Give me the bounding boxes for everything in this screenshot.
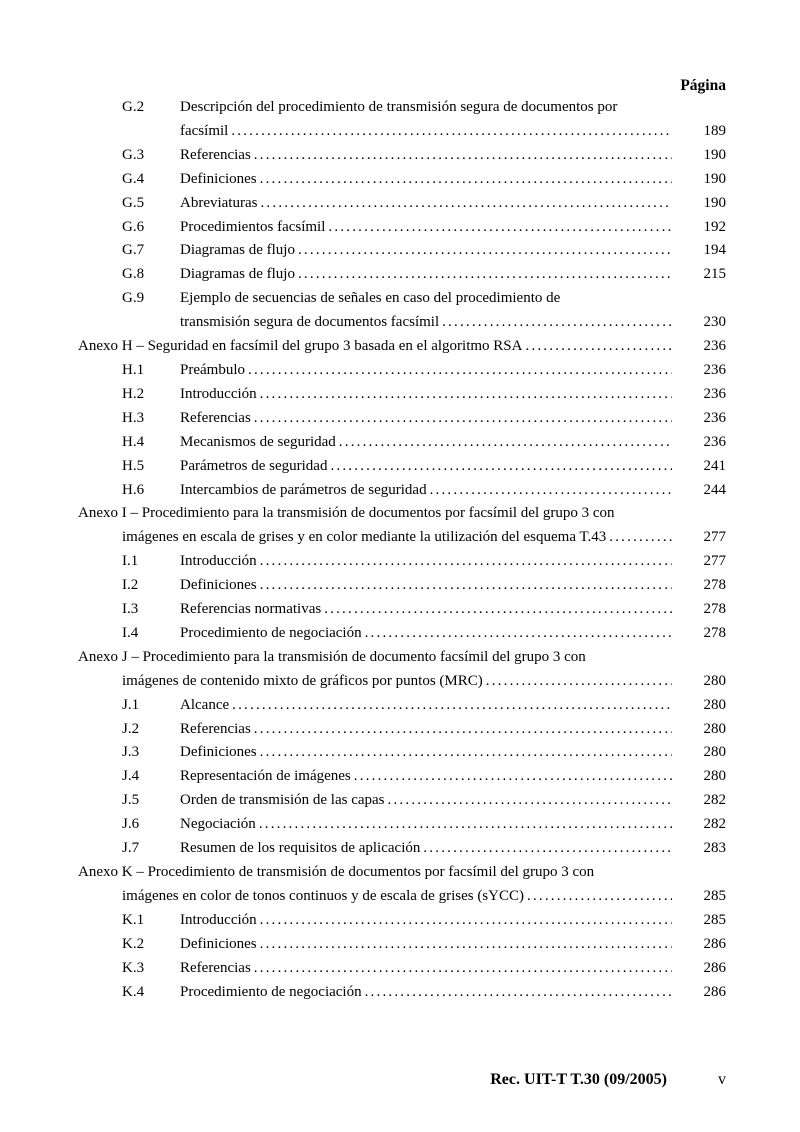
toc-entry-title: Representación de imágenes bbox=[180, 768, 351, 785]
document-reference: Rec. UIT-T T.30 (09/2005) bbox=[490, 1071, 667, 1088]
dot-leader bbox=[229, 697, 672, 713]
toc-sub-entry bbox=[78, 431, 726, 455]
toc-entry-title-line bbox=[78, 335, 672, 359]
toc-entry-title-line bbox=[180, 574, 672, 598]
toc-entry-title-line bbox=[180, 96, 672, 120]
toc-sub-entry bbox=[78, 957, 726, 981]
toc-entry-page: 215 bbox=[703, 266, 726, 283]
dot-leader bbox=[351, 768, 672, 784]
toc-entry-title-line bbox=[180, 455, 672, 479]
toc-entry-title: Negociación bbox=[180, 816, 256, 833]
toc-entry-title-line bbox=[180, 359, 672, 383]
toc-entry-title-line bbox=[180, 383, 672, 407]
toc-sub-entry bbox=[78, 574, 726, 598]
toc-entry-title-line bbox=[78, 526, 672, 550]
toc-entry-title: Resumen de los requisitos de aplicación bbox=[180, 840, 421, 857]
toc-entry-title: Referencias bbox=[180, 720, 251, 737]
dot-leader bbox=[295, 242, 672, 258]
toc-entry-number: J.1 bbox=[122, 696, 140, 713]
toc-entry-title-line bbox=[78, 670, 672, 694]
dot-leader bbox=[228, 123, 672, 139]
dot-leader bbox=[524, 888, 672, 904]
toc-sub-entry bbox=[78, 455, 726, 479]
toc-sub-entry bbox=[78, 96, 726, 144]
toc-entry-number: H.2 bbox=[122, 385, 145, 402]
dot-leader bbox=[256, 816, 672, 832]
dot-leader bbox=[483, 673, 672, 689]
toc-entry-text bbox=[180, 455, 672, 479]
toc-entry-number: K.1 bbox=[122, 911, 145, 928]
toc-entry-text bbox=[180, 694, 672, 718]
dot-leader bbox=[420, 840, 672, 856]
dot-leader bbox=[257, 553, 672, 569]
toc-entry-title: Orden de transmisión de las capas bbox=[180, 792, 385, 809]
toc-entry-text bbox=[180, 574, 672, 598]
toc-entry-page: 280 bbox=[703, 768, 726, 785]
toc-entry-title: Intercambios de parámetros de seguridad bbox=[180, 481, 427, 498]
toc-entry-title-line bbox=[78, 861, 672, 885]
toc-entry-page: 236 bbox=[703, 361, 726, 378]
dot-leader bbox=[523, 338, 673, 354]
table-of-contents bbox=[78, 96, 726, 1004]
toc-entry-number: G.6 bbox=[122, 218, 145, 235]
toc-entry-title-line bbox=[180, 813, 672, 837]
toc-entry-number: K.2 bbox=[122, 935, 145, 952]
toc-entry-page: 241 bbox=[703, 457, 726, 474]
toc-sub-entry bbox=[78, 933, 726, 957]
toc-entry-number: G.9 bbox=[122, 290, 145, 307]
toc-entry-title-line bbox=[180, 694, 672, 718]
dot-leader bbox=[362, 984, 672, 1000]
toc-entry-text bbox=[180, 622, 672, 646]
toc-entry-page: 286 bbox=[703, 959, 726, 976]
toc-entry-title-line bbox=[180, 287, 672, 311]
toc-annex-entry bbox=[78, 335, 726, 359]
toc-entry-text bbox=[180, 981, 672, 1005]
toc-entry-title: Anexo J – Procedimiento para la transmisión de documento facsímil del grupo 3 con bbox=[78, 648, 586, 665]
toc-sub-entry bbox=[78, 168, 726, 192]
toc-entry-page: 278 bbox=[703, 624, 726, 641]
toc-sub-entry bbox=[78, 479, 726, 503]
toc-entry-title-line bbox=[180, 311, 672, 335]
toc-sub-entry bbox=[78, 694, 726, 718]
toc-entry-page: 236 bbox=[703, 433, 726, 450]
dot-leader bbox=[427, 482, 672, 498]
toc-sub-entry bbox=[78, 192, 726, 216]
toc-entry-text bbox=[180, 216, 672, 240]
toc-entry-number: G.2 bbox=[122, 99, 145, 115]
toc-entry-title: Abreviaturas bbox=[180, 194, 258, 211]
toc-entry-number: I.2 bbox=[122, 577, 139, 594]
toc-entry-text bbox=[180, 957, 672, 981]
toc-entry-page: 236 bbox=[703, 338, 726, 355]
toc-entry-text bbox=[78, 335, 672, 359]
toc-entry-page: 277 bbox=[703, 553, 726, 570]
toc-entry-text bbox=[180, 359, 672, 383]
page-column-label: Página bbox=[680, 77, 726, 94]
toc-entry-page: 277 bbox=[703, 529, 726, 546]
toc-entry-text bbox=[78, 861, 672, 909]
toc-sub-entry bbox=[78, 287, 726, 335]
toc-entry-title-line bbox=[180, 765, 672, 789]
toc-entry-title: Diagramas de flujo bbox=[180, 242, 295, 259]
toc-sub-entry bbox=[78, 239, 726, 263]
toc-entry-number: J.7 bbox=[122, 840, 140, 857]
footer-page-number: v bbox=[718, 1071, 726, 1088]
toc-entry-number: K.4 bbox=[122, 983, 145, 1000]
toc-entry-page: 280 bbox=[703, 720, 726, 737]
toc-sub-entry bbox=[78, 359, 726, 383]
toc-entry-title: Referencias bbox=[180, 959, 251, 976]
toc-entry-text bbox=[180, 239, 672, 263]
toc-entry-page: 280 bbox=[703, 672, 726, 689]
toc-entry-title: Introducción bbox=[180, 385, 257, 402]
toc-entry-title: Definiciones bbox=[180, 935, 257, 952]
toc-entry-title: Referencias normativas bbox=[180, 601, 322, 618]
toc-entry-page: 230 bbox=[703, 314, 726, 331]
toc-entry-text bbox=[180, 813, 672, 837]
toc-entry-number: J.3 bbox=[122, 744, 140, 761]
toc-entry-title: Definiciones bbox=[180, 577, 257, 594]
toc-entry-page: 190 bbox=[703, 170, 726, 187]
toc-sub-entry bbox=[78, 383, 726, 407]
toc-entry-title: Preámbulo bbox=[180, 361, 245, 378]
toc-entry-number: G.7 bbox=[122, 242, 145, 259]
toc-entry-title-line bbox=[180, 192, 672, 216]
toc-entry-number: J.4 bbox=[122, 768, 140, 785]
dot-leader bbox=[251, 721, 672, 737]
toc-entry-text bbox=[180, 550, 672, 574]
toc-entry-number: G.5 bbox=[122, 194, 145, 211]
toc-entry-title-line bbox=[180, 216, 672, 240]
toc-annex-entry bbox=[78, 646, 726, 694]
toc-entry-page: 286 bbox=[703, 983, 726, 1000]
toc-entry-text bbox=[180, 96, 672, 144]
toc-entry-text bbox=[78, 646, 672, 694]
toc-sub-entry bbox=[78, 981, 726, 1005]
toc-entry-number: J.2 bbox=[122, 720, 140, 737]
toc-entry-title: Procedimientos facsímil bbox=[180, 218, 326, 235]
toc-entry-title-line bbox=[180, 789, 672, 813]
dot-leader bbox=[257, 577, 672, 593]
toc-entry-title-line bbox=[180, 144, 672, 168]
toc-entry-number: I.3 bbox=[122, 601, 139, 618]
toc-entry-number: J.6 bbox=[122, 816, 140, 833]
toc-entry-title-line bbox=[78, 646, 672, 670]
toc-entry-text bbox=[180, 765, 672, 789]
toc-entry-title: Definiciones bbox=[180, 744, 257, 761]
toc-sub-entry bbox=[78, 813, 726, 837]
toc-entry-title-line bbox=[180, 598, 672, 622]
toc-entry-text bbox=[180, 718, 672, 742]
toc-entry-title-line bbox=[180, 622, 672, 646]
toc-entry-title: Anexo K – Procedimiento de transmisión de documentos por facsímil del grupo 3 con bbox=[78, 864, 595, 880]
toc-entry-page: 280 bbox=[703, 744, 726, 761]
toc-sub-entry bbox=[78, 550, 726, 574]
toc-annex-entry bbox=[78, 861, 726, 909]
toc-entry-page: 190 bbox=[703, 146, 726, 163]
toc-entry-title: Introducción bbox=[180, 553, 257, 570]
dot-leader bbox=[251, 960, 672, 976]
toc-entry-page: 280 bbox=[703, 696, 726, 713]
toc-entry-text bbox=[78, 502, 672, 550]
toc-entry-title-line bbox=[180, 120, 672, 144]
page-header bbox=[78, 76, 726, 96]
dot-leader bbox=[257, 744, 672, 760]
toc-sub-entry bbox=[78, 263, 726, 287]
toc-entry-page: 236 bbox=[703, 409, 726, 426]
toc-entry-text bbox=[180, 479, 672, 503]
toc-entry-title: Parámetros de seguridad bbox=[180, 457, 328, 474]
toc-entry-title: imágenes en escala de grises y en color mediante la utilización del esquema T.43 bbox=[122, 529, 607, 546]
toc-entry-number: H.5 bbox=[122, 457, 145, 474]
toc-entry-title-line bbox=[180, 837, 672, 861]
toc-sub-entry bbox=[78, 789, 726, 813]
toc-entry-text bbox=[180, 192, 672, 216]
toc-entry-title: transmisión segura de documentos facsímil bbox=[180, 314, 440, 331]
toc-annex-entry bbox=[78, 502, 726, 550]
toc-entry-title: Anexo I – Procedimiento para la transmisión de documentos por facsímil del grupo 3 con bbox=[78, 505, 615, 522]
dot-leader bbox=[257, 386, 672, 402]
toc-entry-page: 282 bbox=[703, 792, 726, 809]
toc-entry-title: Anexo H – Seguridad en facsímil del grupo 3 basada en el algoritmo RSA bbox=[78, 338, 523, 355]
dot-leader bbox=[257, 195, 672, 211]
toc-entry-page: 244 bbox=[703, 481, 726, 498]
toc-sub-entry bbox=[78, 622, 726, 646]
toc-entry-title-line bbox=[78, 502, 672, 526]
toc-entry-title-line bbox=[180, 479, 672, 503]
toc-entry-page: 278 bbox=[703, 601, 726, 618]
toc-entry-title: Descripción del procedimiento de transmisión segura de documentos por bbox=[180, 99, 618, 115]
page-footer bbox=[78, 1071, 726, 1089]
toc-entry-text bbox=[180, 598, 672, 622]
toc-sub-entry bbox=[78, 718, 726, 742]
toc-entry-title-line bbox=[180, 239, 672, 263]
toc-entry-text bbox=[180, 287, 672, 335]
toc-entry-text bbox=[180, 837, 672, 861]
toc-entry-number: G.8 bbox=[122, 266, 145, 283]
toc-entry-title: Mecanismos de seguridad bbox=[180, 433, 336, 450]
toc-sub-entry bbox=[78, 765, 726, 789]
dot-leader bbox=[606, 529, 672, 545]
toc-entry-number: G.4 bbox=[122, 170, 145, 187]
toc-entry-page: 194 bbox=[703, 242, 726, 259]
dot-leader bbox=[325, 219, 672, 235]
toc-entry-text bbox=[180, 909, 672, 933]
toc-sub-entry bbox=[78, 909, 726, 933]
toc-entry-text bbox=[180, 263, 672, 287]
toc-sub-entry bbox=[78, 741, 726, 765]
toc-entry-title: Definiciones bbox=[180, 170, 257, 187]
toc-entry-page: 285 bbox=[703, 911, 726, 928]
toc-entry-title: imágenes en color de tonos continuos y de escala de grises (sYCC) bbox=[122, 887, 524, 904]
dot-leader bbox=[327, 458, 672, 474]
toc-sub-entry bbox=[78, 144, 726, 168]
toc-entry-page: 282 bbox=[703, 816, 726, 833]
toc-entry-title-line bbox=[180, 741, 672, 765]
toc-entry-title: Ejemplo de secuencias de señales en caso del procedimiento de bbox=[180, 290, 561, 307]
dot-leader bbox=[251, 147, 672, 163]
dot-leader bbox=[257, 171, 672, 187]
toc-sub-entry bbox=[78, 407, 726, 431]
toc-entry-text bbox=[180, 383, 672, 407]
dot-leader bbox=[257, 936, 672, 952]
toc-entry-page: 192 bbox=[703, 218, 726, 235]
toc-entry-page: 285 bbox=[703, 887, 726, 904]
toc-entry-number: H.4 bbox=[122, 433, 145, 450]
toc-entry-page: 278 bbox=[703, 577, 726, 594]
toc-entry-title: imágenes de contenido mixto de gráficos por puntos (MRC) bbox=[122, 672, 483, 689]
dot-leader bbox=[321, 601, 672, 617]
toc-entry-page: 189 bbox=[703, 122, 726, 139]
toc-entry-number: G.3 bbox=[122, 146, 145, 163]
toc-entry-page: 236 bbox=[703, 385, 726, 402]
toc-entry-number: I.1 bbox=[122, 553, 139, 570]
toc-entry-page: 190 bbox=[703, 194, 726, 211]
toc-entry-title: Referencias bbox=[180, 146, 251, 163]
toc-entry-number: I.4 bbox=[122, 624, 139, 641]
dot-leader bbox=[245, 362, 672, 378]
toc-entry-text bbox=[180, 933, 672, 957]
toc-entry-title-line bbox=[180, 263, 672, 287]
toc-entry-title: Introducción bbox=[180, 911, 257, 928]
toc-entry-title: facsímil bbox=[180, 122, 229, 139]
toc-entry-title-line bbox=[180, 718, 672, 742]
toc-entry-title: Diagramas de flujo bbox=[180, 266, 295, 283]
toc-entry-text bbox=[180, 741, 672, 765]
dot-leader bbox=[362, 625, 672, 641]
dot-leader bbox=[336, 434, 672, 450]
toc-sub-entry bbox=[78, 837, 726, 861]
toc-entry-title-line bbox=[180, 550, 672, 574]
dot-leader bbox=[257, 912, 672, 928]
toc-entry-title-line bbox=[180, 431, 672, 455]
toc-sub-entry bbox=[78, 216, 726, 240]
toc-entry-title: Procedimiento de negociación bbox=[180, 624, 362, 641]
dot-leader bbox=[295, 266, 672, 282]
toc-entry-title-line bbox=[180, 957, 672, 981]
toc-entry-text bbox=[180, 407, 672, 431]
toc-entry-title-line bbox=[180, 981, 672, 1005]
toc-entry-title-line bbox=[180, 407, 672, 431]
toc-entry-text bbox=[180, 144, 672, 168]
toc-entry-number: J.5 bbox=[122, 792, 140, 809]
toc-entry-title: Referencias bbox=[180, 409, 251, 426]
toc-entry-number: H.3 bbox=[122, 409, 145, 426]
toc-entry-title: Alcance bbox=[180, 696, 230, 713]
toc-entry-title-line bbox=[180, 168, 672, 192]
dot-leader bbox=[385, 792, 672, 808]
toc-entry-title-line bbox=[180, 933, 672, 957]
toc-entry-text bbox=[180, 168, 672, 192]
toc-entry-title-line bbox=[180, 909, 672, 933]
toc-entry-number: H.1 bbox=[122, 361, 145, 378]
toc-sub-entry bbox=[78, 598, 726, 622]
toc-entry-number: K.3 bbox=[122, 959, 145, 976]
toc-entry-text bbox=[180, 431, 672, 455]
toc-entry-title: Procedimiento de negociación bbox=[180, 983, 362, 1000]
toc-entry-number: H.6 bbox=[122, 481, 145, 498]
dot-leader bbox=[251, 410, 672, 426]
toc-entry-page: 286 bbox=[703, 935, 726, 952]
toc-entry-text bbox=[180, 789, 672, 813]
toc-entry-title-line bbox=[78, 885, 672, 909]
toc-entry-page: 283 bbox=[703, 840, 726, 857]
dot-leader bbox=[439, 314, 672, 330]
